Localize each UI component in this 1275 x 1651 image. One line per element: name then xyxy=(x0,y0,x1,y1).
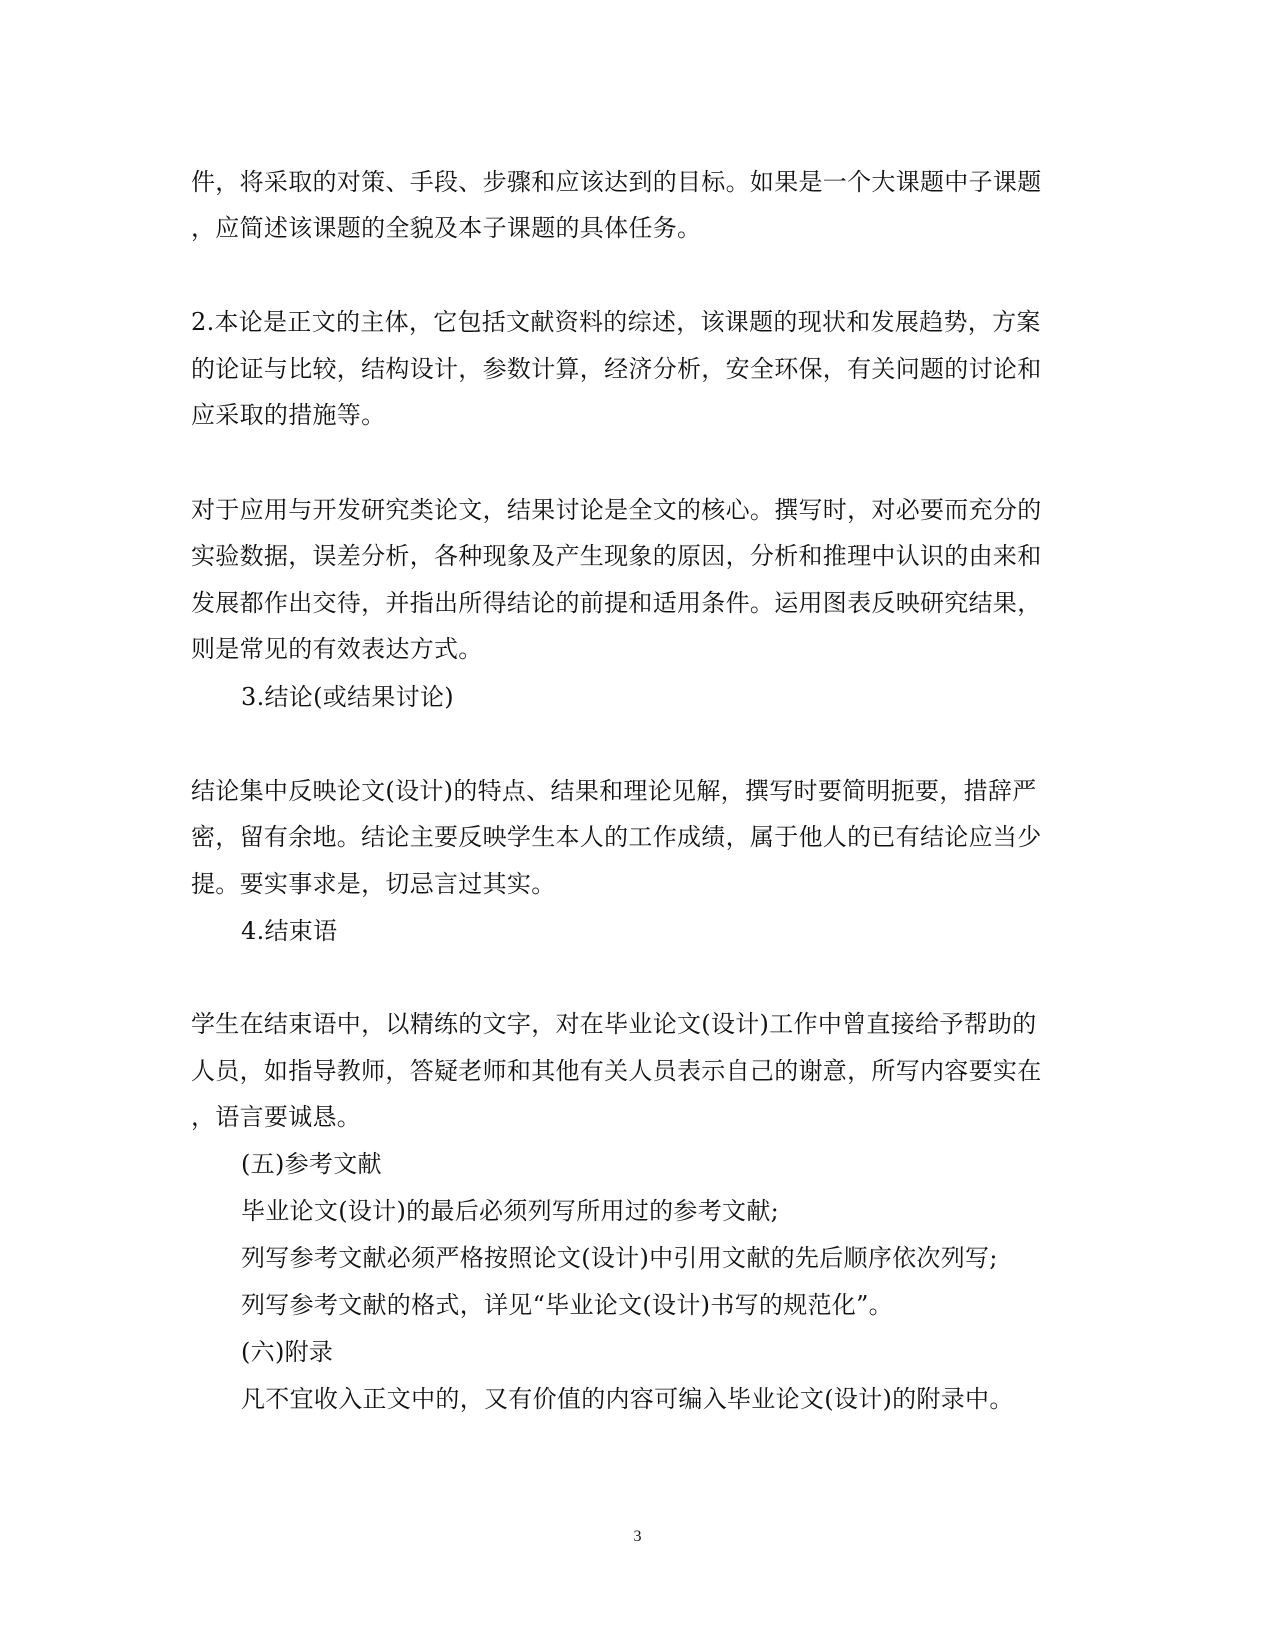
paragraph-line: 结论集中反映论文(设计)的特点、结果和理论见解，撰写时要简明扼要，措辞严 xyxy=(191,777,1037,805)
paragraph-line: 学生在结束语中，以精练的文字，对在毕业论文(设计)工作中曾直接给予帮助的 xyxy=(191,1010,1037,1038)
paragraph-line: 的论证与比较，结构设计，参数计算，经济分析，安全环保，有关问题的讨论和 xyxy=(191,355,1042,383)
section-heading: (六)附录 xyxy=(241,1338,334,1366)
paragraph-line: 人员，如指导教师，答疑老师和其他有关人员表示自己的谢意，所写内容要实在 xyxy=(191,1057,1042,1085)
paragraph-line: 密，留有余地。结论主要反映学生本人的工作成绩，属于他人的已有结论应当少 xyxy=(191,823,1042,851)
paragraph-line: ，应简述该课题的全貌及本子课题的具体任务。 xyxy=(191,214,702,242)
section-heading: 4.结束语 xyxy=(241,917,338,945)
paragraph-line: 提。要实事求是，切忌言过其实。 xyxy=(191,870,556,898)
paragraph-line: 发展都作出交待，并指出所得结论的前提和适用条件。运用图表反映研究结果， xyxy=(191,589,1042,617)
section-heading: (五)参考文献 xyxy=(241,1150,382,1178)
paragraph-line: 2.本论是正文的主体，它包括文献资料的综述，该课题的现状和发展趋势，方案 xyxy=(191,308,1041,336)
paragraph-line: 列写参考文献必须严格按照论文(设计)中引用文献的先后顺序依次列写; xyxy=(241,1244,998,1272)
paragraph-line: 件，将采取的对策、手段、步骤和应该达到的目标。如果是一个大课题中子课题 xyxy=(191,168,1042,196)
page-number: 3 xyxy=(633,1528,642,1545)
paragraph-line: 对于应用与开发研究类论文，结果讨论是全文的核心。撰写时，对必要而充分的 xyxy=(191,496,1042,524)
paragraph-line: 毕业论文(设计)的最后必须列写所用过的参考文献; xyxy=(241,1197,780,1225)
paragraph-line: 列写参考文献的格式，详见“毕业论文(设计)书写的规范化”。 xyxy=(241,1291,893,1319)
paragraph-line: ，语言要诚恳。 xyxy=(191,1103,362,1131)
paragraph-line: 实验数据，误差分析，各种现象及产生现象的原因，分析和推理中认识的由来和 xyxy=(191,542,1042,570)
section-heading: 3.结论(或结果讨论) xyxy=(241,683,454,711)
paragraph-line: 则是常见的有效表达方式。 xyxy=(191,635,483,663)
paragraph-line: 应采取的措施等。 xyxy=(191,401,386,429)
paragraph-line: 凡不宜收入正文中的，又有价值的内容可编入毕业论文(设计)的附录中。 xyxy=(241,1385,1014,1413)
